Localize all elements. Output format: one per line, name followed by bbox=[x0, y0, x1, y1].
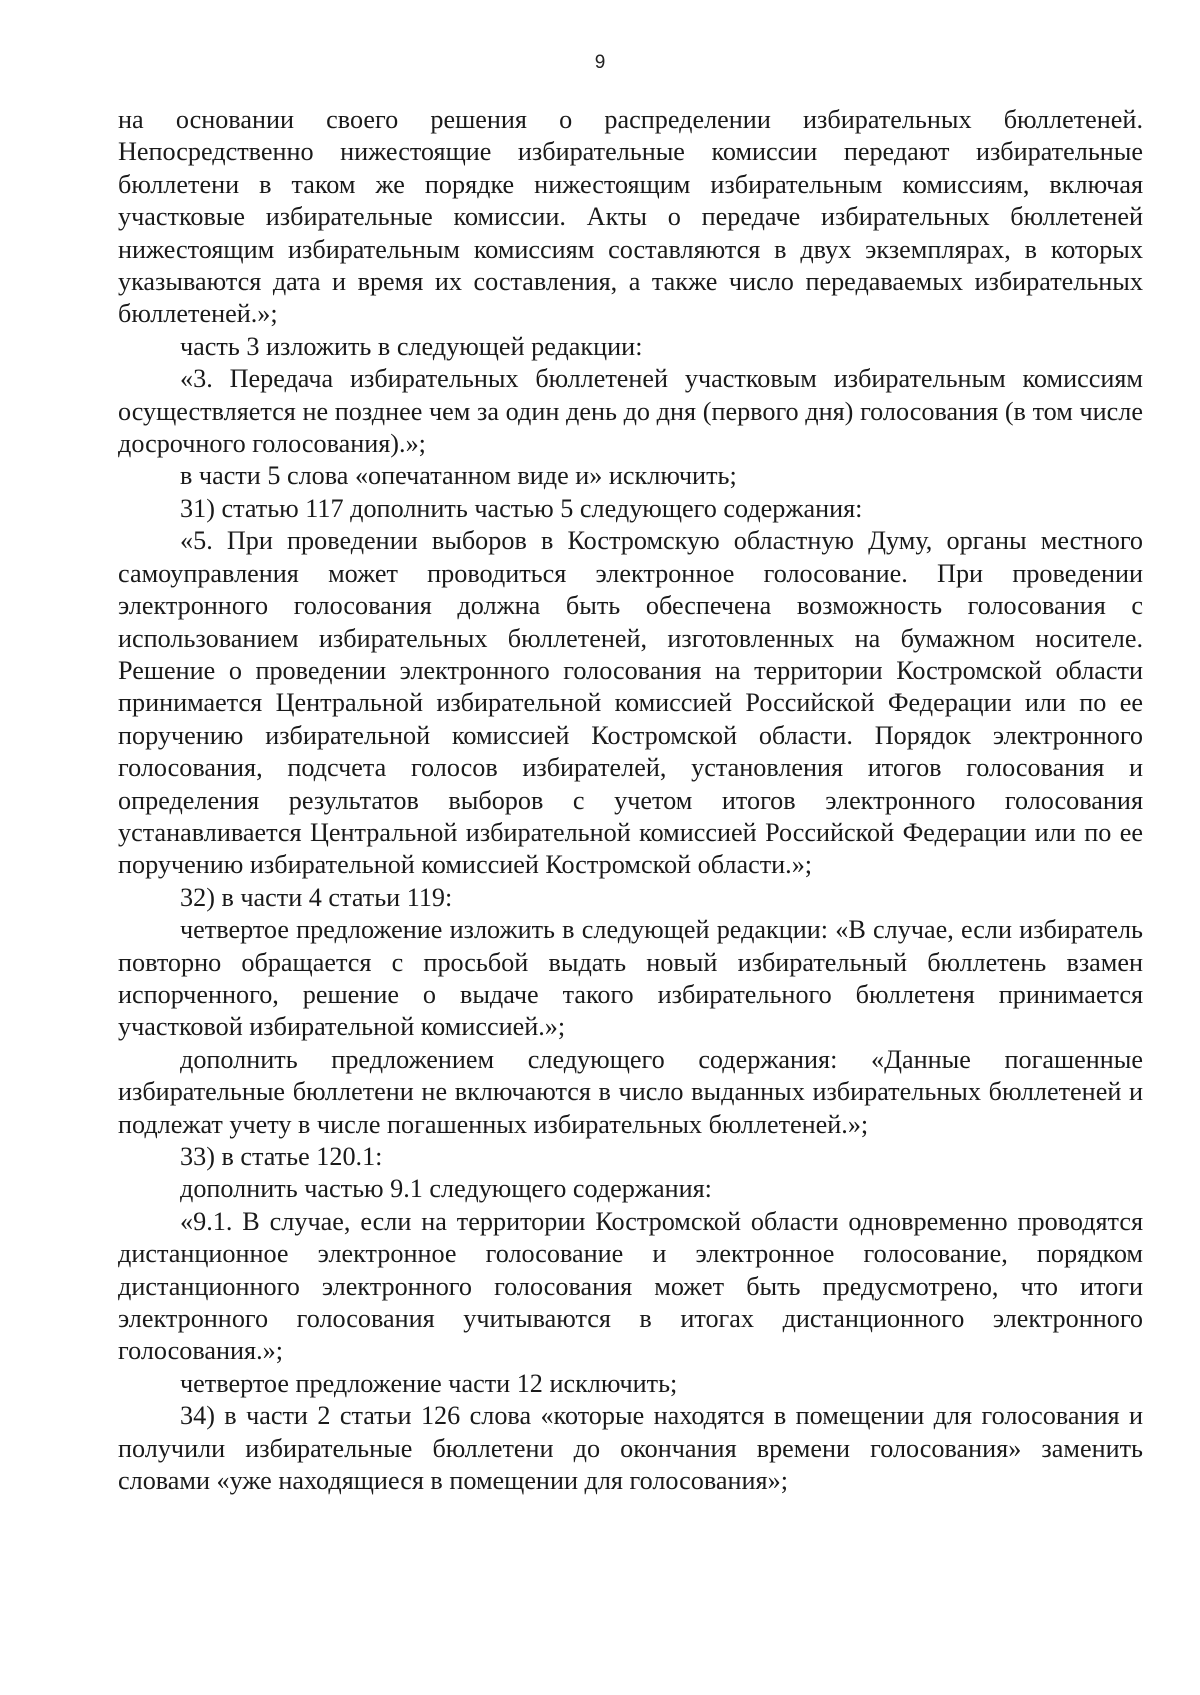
paragraph-item-33-add: дополнить частью 9.1 следующего содержания: bbox=[180, 1174, 712, 1204]
paragraph-item-32: 32) в части 4 статьи 119: bbox=[180, 882, 453, 912]
paragraph-item-31-text: «5. При проведении выборов в Костромскую областную Думу, органы местного самоуправления может проводиться электронное голосование. При проведении электронного голосования должна быть обеспечена возможность голосования с использованием избирательных бюллетеней, изготовленных на бумажном носителе. Решение о проведении электронного голосования на территории Костромской области принимается Центральной избирательной комиссией Российской Федерации или по ее поручению избирательной комиссией Костромской области. Порядок электронного голосования, подсчета голосов избирателей, установления итогов голосования и определения результатов выборов с учетом итогов электронного голосования устанавливается Центральной избирательной комиссией Российской Федерации или по ее поручению избирательной комиссией Костромской области.»; bbox=[118, 526, 1143, 880]
paragraph-item-32-add: дополнить предложением следующего содержания: «Данные погашенные избирательные бюллетени не включаются в число выданных избирательных бюллетеней и подлежат учету в числе погашенных избирательных бюллетеней.»; bbox=[118, 1044, 1143, 1139]
paragraph-part3-text: «3. Передача избирательных бюллетеней участковым избирательным комиссиям осуществляется не позднее чем за один день до дня (первого дня) голосования (в том числе досрочного голосования).»; bbox=[118, 364, 1143, 459]
page-number: 9 bbox=[594, 52, 606, 73]
paragraph-continuation: на основании своего решения о распределении избирательных бюллетеней. Непосредственно нижестоящие избирательные комиссии передают избирательные бюллетени в таком же порядке нижестоящим избирательным комиссиям, включая участковые избирательные комиссии. Акты о передаче избирательных бюллетеней нижестоящим избирательным комиссиям составляются в двух экземплярах, в которых указываются дата и время их составления, а также число передаваемых избирательных бюллетеней.»; bbox=[118, 105, 1143, 329]
paragraph-item-31: 31) статью 117 дополнить частью 5 следующего содержания: bbox=[180, 493, 863, 523]
paragraph-item-33-exclude: четвертое предложение части 12 исключить; bbox=[180, 1368, 678, 1398]
paragraph-item-33-text: «9.1. В случае, если на территории Костромской области одновременно проводятся дистанционное электронное голосование и электронное голосование, порядком дистанционного электронного голосования может быть предусмотрено, что итоги электронного голосования учитываются в итогах дистанционного электронного голосования.»; bbox=[118, 1206, 1143, 1366]
paragraph-item-33: 33) в статье 120.1: bbox=[180, 1142, 383, 1171]
document-body bbox=[118, 104, 1143, 1497]
paragraph-item-32-fourth: четвертое предложение изложить в следующей редакции: «В случае, если избиратель повторно обращается с просьбой выдать новый избирательный бюллетень взамен испорченного, решение о выдаче такого избирательного бюллетеня принимается участковой избирательной комиссией.»; bbox=[118, 915, 1143, 1042]
paragraph-item-34: 34) в части 2 статьи 126 слова «которые находятся в помещении для голосования и получили избирательные бюллетени до окончания времени голосования» заменить словами «уже находящиеся в помещении для голосования»; bbox=[118, 1401, 1143, 1496]
paragraph-part5: в части 5 слова «опечатанном виде и» исключить; bbox=[180, 461, 737, 491]
paragraph-part3-intro: часть 3 изложить в следующей редакции: bbox=[180, 331, 643, 361]
